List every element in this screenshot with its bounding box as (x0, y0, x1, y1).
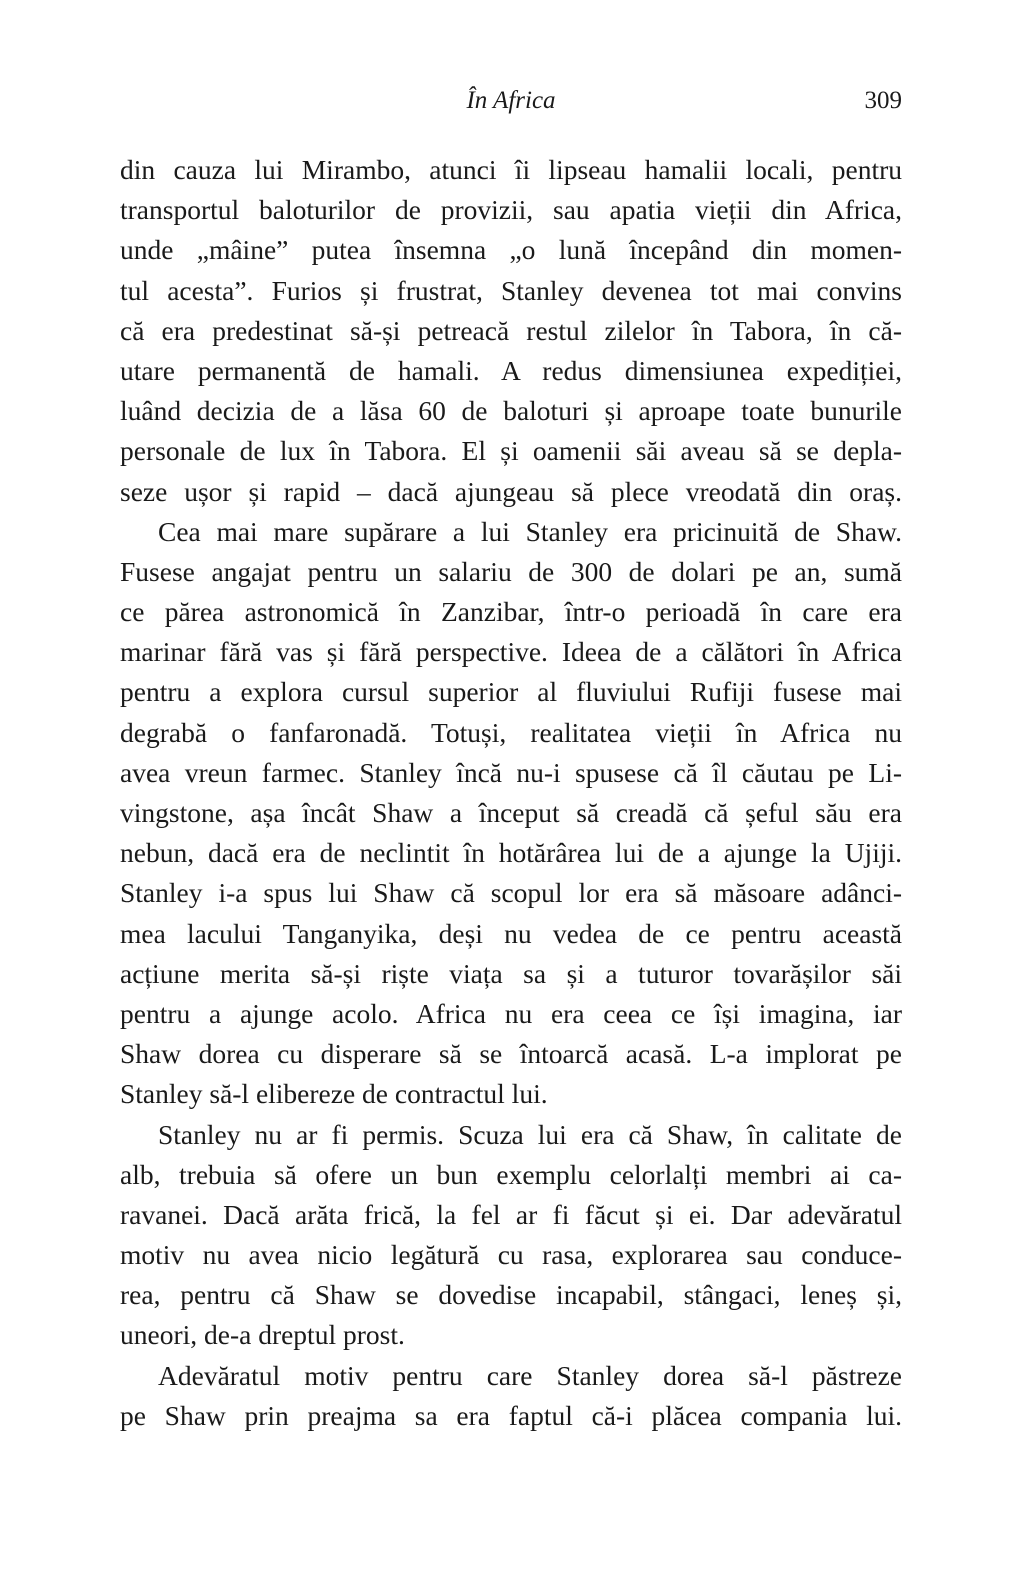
text-line: că era predestinat să-și petreacă restul zilelor în Tabora, în că- (120, 314, 902, 346)
text-line: unde „mâine” putea însemna „o lună începând din momen- (120, 234, 902, 266)
text-line: tul acesta”. Furios și frustrat, Stanley devenea tot mai convins (120, 274, 902, 306)
running-title: În Africa (466, 87, 556, 114)
text-line: rea, pentru că Shaw se dovedise incapabil, stângaci, leneș și, (120, 1279, 902, 1311)
text-line: Cea mai mare supărare a lui Stanley era pricinuită de Shaw. (158, 515, 902, 547)
text-line: nebun, dacă era de neclintit în hotărârea lui de a ajunge la Ujiji. (120, 837, 902, 869)
text-line: transportul baloturilor de provizii, sau apatia vieții din Africa, (120, 194, 902, 226)
text-line: utare permanentă de hamali. A redus dimensiunea expediției, (120, 354, 902, 386)
page-number: 309 (864, 87, 902, 114)
text-line: avea vreun farmec. Stanley încă nu-i spusese că îl căutau pe Li- (120, 756, 902, 788)
text-line: ce părea astronomică în Zanzibar, într-o perioadă în care era (120, 596, 902, 628)
text-line: pentru a explora cursul superior al fluviului Rufiji fusese mai (120, 676, 902, 708)
text-line: Stanley să-l elibereze de contractul lui. (120, 1078, 548, 1110)
text-line: alb, trebuia să ofere un bun exemplu celorlalți membri ai ca- (120, 1158, 902, 1190)
text-line: personale de lux în Tabora. El și oamenii săi aveau să se depla- (120, 435, 902, 467)
text-line: mea lacului Tanganyika, deși nu vedea de ce pentru această (120, 917, 902, 949)
paragraph-4 (120, 1356, 902, 1436)
text-line: ravanei. Dacă arăta frică, la fel ar fi făcut și ei. Dar adevăratul (120, 1198, 902, 1230)
running-head (120, 84, 902, 118)
text-line: uneori, de-a dreptul prost. (120, 1319, 405, 1351)
text-line: acțiune merita să-și riște viața sa și a tuturor tovarășilor săi (120, 957, 902, 989)
text-line: marinar fără vas și fără perspective. Ideea de a călători în Africa (120, 636, 902, 668)
text-line: degrabă o fanfaronadă. Totuși, realitatea vieții în Africa nu (120, 716, 902, 748)
paragraph-1 (120, 150, 902, 512)
text-line: din cauza lui Mirambo, atunci îi lipseau hamalii locali, pentru (120, 154, 902, 185)
text-line: Stanley i-a spus lui Shaw că scopul lor era să măsoare adânci- (120, 877, 902, 909)
body-text (120, 150, 902, 1436)
text-line: pe Shaw prin preajma sa era faptul că-i plăcea compania lui. (120, 1399, 902, 1431)
paragraph-2 (120, 512, 902, 1115)
text-line: Fusese angajat pentru un salariu de 300 de dolari pe an, sumă (120, 555, 902, 587)
paragraph-3 (120, 1115, 902, 1356)
text-line: pentru a ajunge acolo. Africa nu era ceea ce își imagina, iar (120, 997, 902, 1029)
text-line: vingstone, așa încât Shaw a început să creadă că șeful său era (120, 797, 902, 828)
text-line: Adevăratul motiv pentru care Stanley dorea să-l păstreze (158, 1359, 902, 1391)
text-line: Stanley nu ar fi permis. Scuza lui era că Shaw, în calitate de (158, 1118, 902, 1150)
text-line: seze ușor și rapid – dacă ajungeau să plece vreodată din oraș. (120, 475, 902, 507)
text-line: luând decizia de a lăsa 60 de baloturi și aproape toate bunurile (120, 395, 902, 427)
text-line: motiv nu avea nicio legătură cu rasa, explorarea sau conduce- (120, 1239, 902, 1271)
text-line: Shaw dorea cu disperare să se întoarcă acasă. L-a implorat pe (120, 1038, 902, 1070)
